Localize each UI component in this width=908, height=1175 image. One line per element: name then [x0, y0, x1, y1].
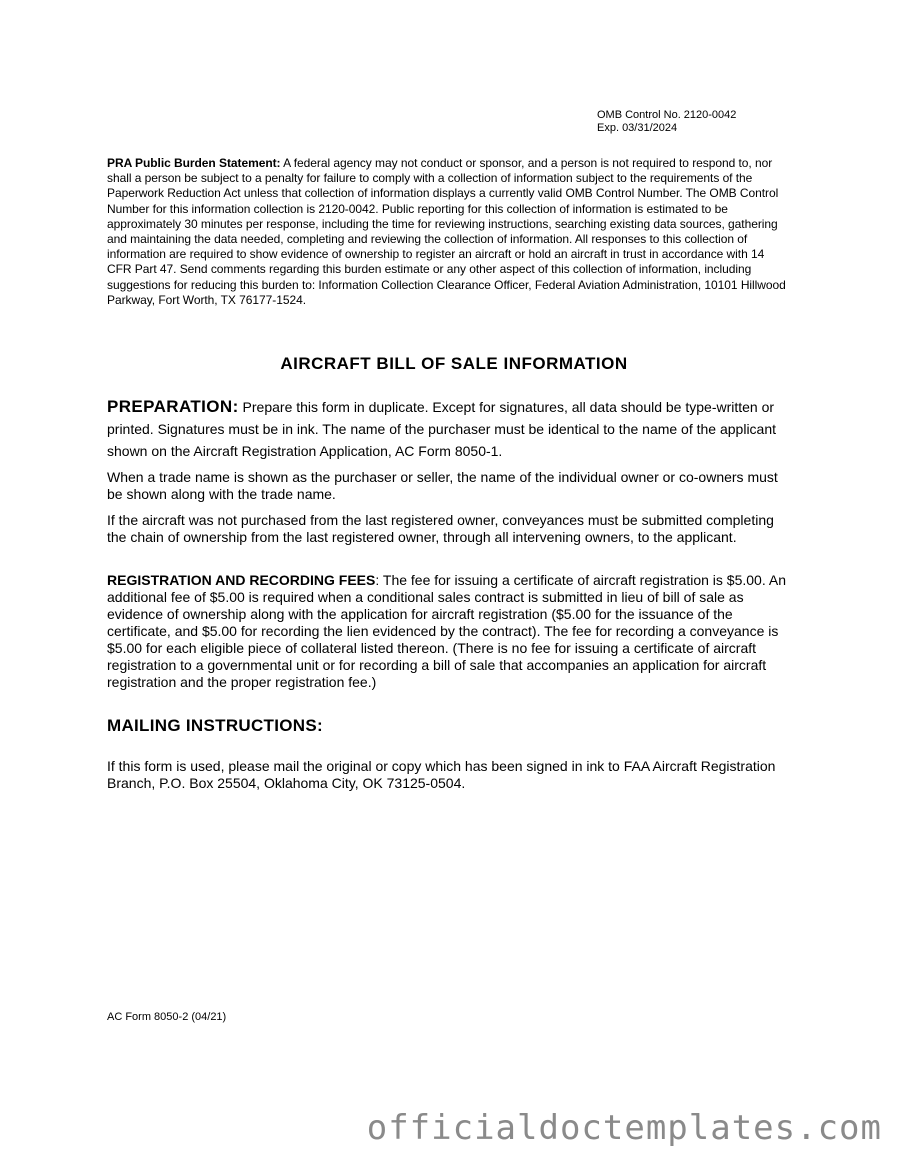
preparation-label: PREPARATION: — [107, 397, 239, 416]
trade-name-paragraph: When a trade name is shown as the purchaser or seller, the name of the individual owner or co-owners must be shown along with the trade name. — [107, 469, 778, 502]
pra-text: A federal agency may not conduct or sponsor, and a person is not required to respond to, nor shall a person be subject to a penalty for failure to comply with a collection of information subject to the requirements of the Paperwork Reduction Act unless that collection of information displays a currently valid OMB Control Number. The OMB Control Number for this information collection is 2120-0042. Public reporting for this collection of information is estimated to be approximately 30 minutes per response, including the time for reviewing instructions, searching existing data sources, gathering and maintaining the data needed, completing and reviewing the collection of information. All responses to this collection of information are required to show evidence of ownership to register an aircraft or hold an aircraft in trust in accordance with 14 CFR Part 47. Send comments regarding this burden estimate or any other aspect of this collection of information, including suggestions for reducing this burden to: Information Collection Clearance Officer, Federal Aviation Administration, 10101 Hillwood Parkway, Fort Worth, TX 76177-1524. — [107, 156, 786, 307]
preparation-text: Prepare this form in duplicate. Except for signatures, all data should be type-written or printed. Signatures must be in ink. The name of the purchaser must be identical to the name of the applicant shown on the Aircraft Registration Application, AC Form 8050-1. — [107, 399, 777, 459]
fees-paragraph — [107, 572, 787, 691]
mailing-paragraph: If this form is used, please mail the original or copy which has been signed in ink to FAA Aircraft Registration Branch, P.O. Box 25504, Oklahoma City, OK 73125-0504. — [107, 758, 776, 791]
watermark: officialdoctemplates.com — [366, 1108, 882, 1148]
omb-control-number: OMB Control No. 2120-0042 — [597, 109, 737, 121]
omb-expiration: Exp. 03/31/2024 — [597, 122, 678, 134]
fees-label: REGISTRATION AND RECORDING FEES — [107, 572, 376, 588]
pra-label: PRA Public Burden Statement: — [107, 156, 281, 170]
fees-text: : The fee for issuing a certificate of aircraft registration is $5.00. An additional fee of $5.00 is required when a conditional sales contract is submitted in lieu of bill of sale as evidence of ownership along with the application for aircraft registration ($5.00 for the issuance of the certificate, and $5.00 for recording the lien evidenced by the contract). The fee for recording a conveyance is $5.00 for each eligible piece of collateral listed thereon. (There is no fee for issuing a certificate of aircraft registration to a governmental unit or for recording a bill of sale that accompanies an application for aircraft registration and the proper registration fee.) — [107, 572, 786, 690]
mailing-heading: MAILING INSTRUCTIONS: — [107, 716, 323, 735]
form-number-footer: AC Form 8050-2 (04/21) — [107, 1011, 227, 1023]
preparation-paragraph — [107, 396, 779, 462]
chain-of-ownership-paragraph: If the aircraft was not purchased from the last registered owner, conveyances must be submitted completing the chain of ownership from the last registered owner, through all intervening owners, to the applicant. — [107, 512, 774, 545]
page-title: AIRCRAFT BILL OF SALE INFORMATION — [280, 354, 628, 373]
omb-control-block — [597, 109, 736, 135]
pra-burden-statement — [107, 156, 792, 308]
